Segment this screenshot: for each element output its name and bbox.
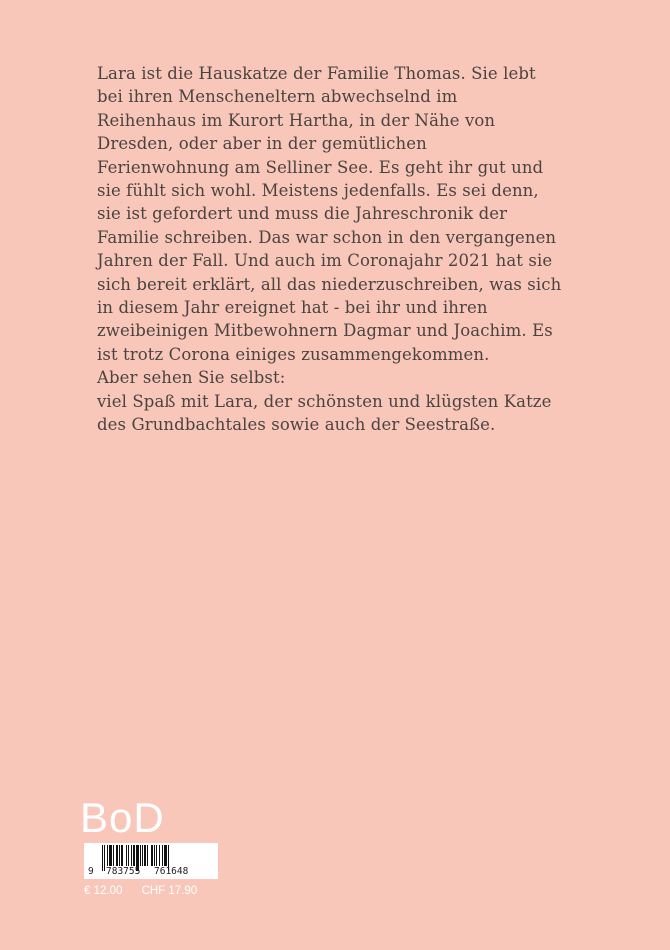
price-eur: € 12.00 bbox=[84, 885, 123, 897]
barcode-bar bbox=[164, 845, 167, 866]
barcode-bar bbox=[140, 845, 141, 866]
barcode-bar bbox=[126, 845, 127, 866]
isbn-right-digits: 761648 bbox=[154, 866, 189, 877]
isbn-first-digit: 9 bbox=[88, 866, 94, 877]
blurb-line: in diesem Jahr ereignet hat - bei ihr und ihren bbox=[97, 298, 488, 318]
barcode-bar bbox=[151, 845, 153, 866]
blurb-line: zweibeinigen Mitbewohnern Dagmar und Joachim. Es bbox=[97, 321, 553, 341]
barcode-bar bbox=[116, 845, 118, 866]
back-cover-blurb bbox=[97, 62, 597, 437]
barcode-bar bbox=[119, 845, 120, 866]
blurb-line: Ferienwohnung am Selliner See. Es geht ihr gut und bbox=[97, 157, 544, 177]
barcode-bar bbox=[131, 845, 132, 866]
barcode-bar bbox=[142, 845, 143, 866]
blurb-line: Lara ist die Hauskatze der Familie Thomas. Sie lebt bbox=[97, 64, 536, 83]
barcode-bar bbox=[107, 845, 108, 866]
blurb-line: viel Spaß mit Lara, der schönsten und klügsten Katze bbox=[97, 391, 552, 411]
barcode-bar bbox=[162, 845, 163, 866]
barcode-bar bbox=[109, 845, 112, 866]
isbn-left-digits: 783755 bbox=[106, 866, 141, 877]
barcode-bar bbox=[156, 845, 157, 866]
barcode-bar bbox=[144, 845, 146, 866]
barcode-bar bbox=[133, 845, 135, 866]
blurb-line: Jahren der Fall. Und auch im Coronajahr 2021 hat sie bbox=[97, 251, 553, 271]
blurb-line: Dresden, oder aber in der gemütlichen bbox=[97, 134, 427, 154]
barcode-bar bbox=[159, 845, 160, 866]
blurb-line: Aber sehen Sie selbst: bbox=[97, 368, 286, 388]
isbn-barcode bbox=[84, 843, 218, 879]
barcode-bar bbox=[147, 845, 148, 866]
blurb-line: Familie schreiben. Das war schon in den vergangenen bbox=[97, 227, 557, 247]
blurb-line: ist trotz Corona einiges zusammengekommen. bbox=[97, 344, 490, 364]
barcode-bar bbox=[113, 845, 114, 866]
price-chf: CHF 17.90 bbox=[141, 885, 198, 897]
blurb-line: sich bereit erklärt, all das niederzuschreiben, was sich bbox=[97, 274, 562, 294]
blurb-line: des Grundbachtales sowie auch der Seestraße. bbox=[97, 415, 496, 435]
barcode-bar bbox=[102, 845, 103, 871]
blurb-line: sie ist gefordert und muss die Jahreschronik der bbox=[97, 204, 508, 224]
blurb-line: bei ihren Menscheneltern abwechselnd im bbox=[97, 87, 458, 107]
barcode-bar bbox=[121, 845, 123, 866]
price-line bbox=[84, 885, 197, 897]
publisher-logo: BoD bbox=[80, 794, 165, 841]
blurb-line: Reihenhaus im Kurort Hartha, in der Nähe von bbox=[97, 110, 496, 130]
barcode-bar bbox=[104, 845, 105, 871]
blurb-line: sie fühlt sich wohl. Meistens jedenfalls. Es sei denn, bbox=[97, 181, 539, 201]
barcode-bar bbox=[128, 845, 129, 866]
barcode-bar bbox=[154, 845, 155, 866]
